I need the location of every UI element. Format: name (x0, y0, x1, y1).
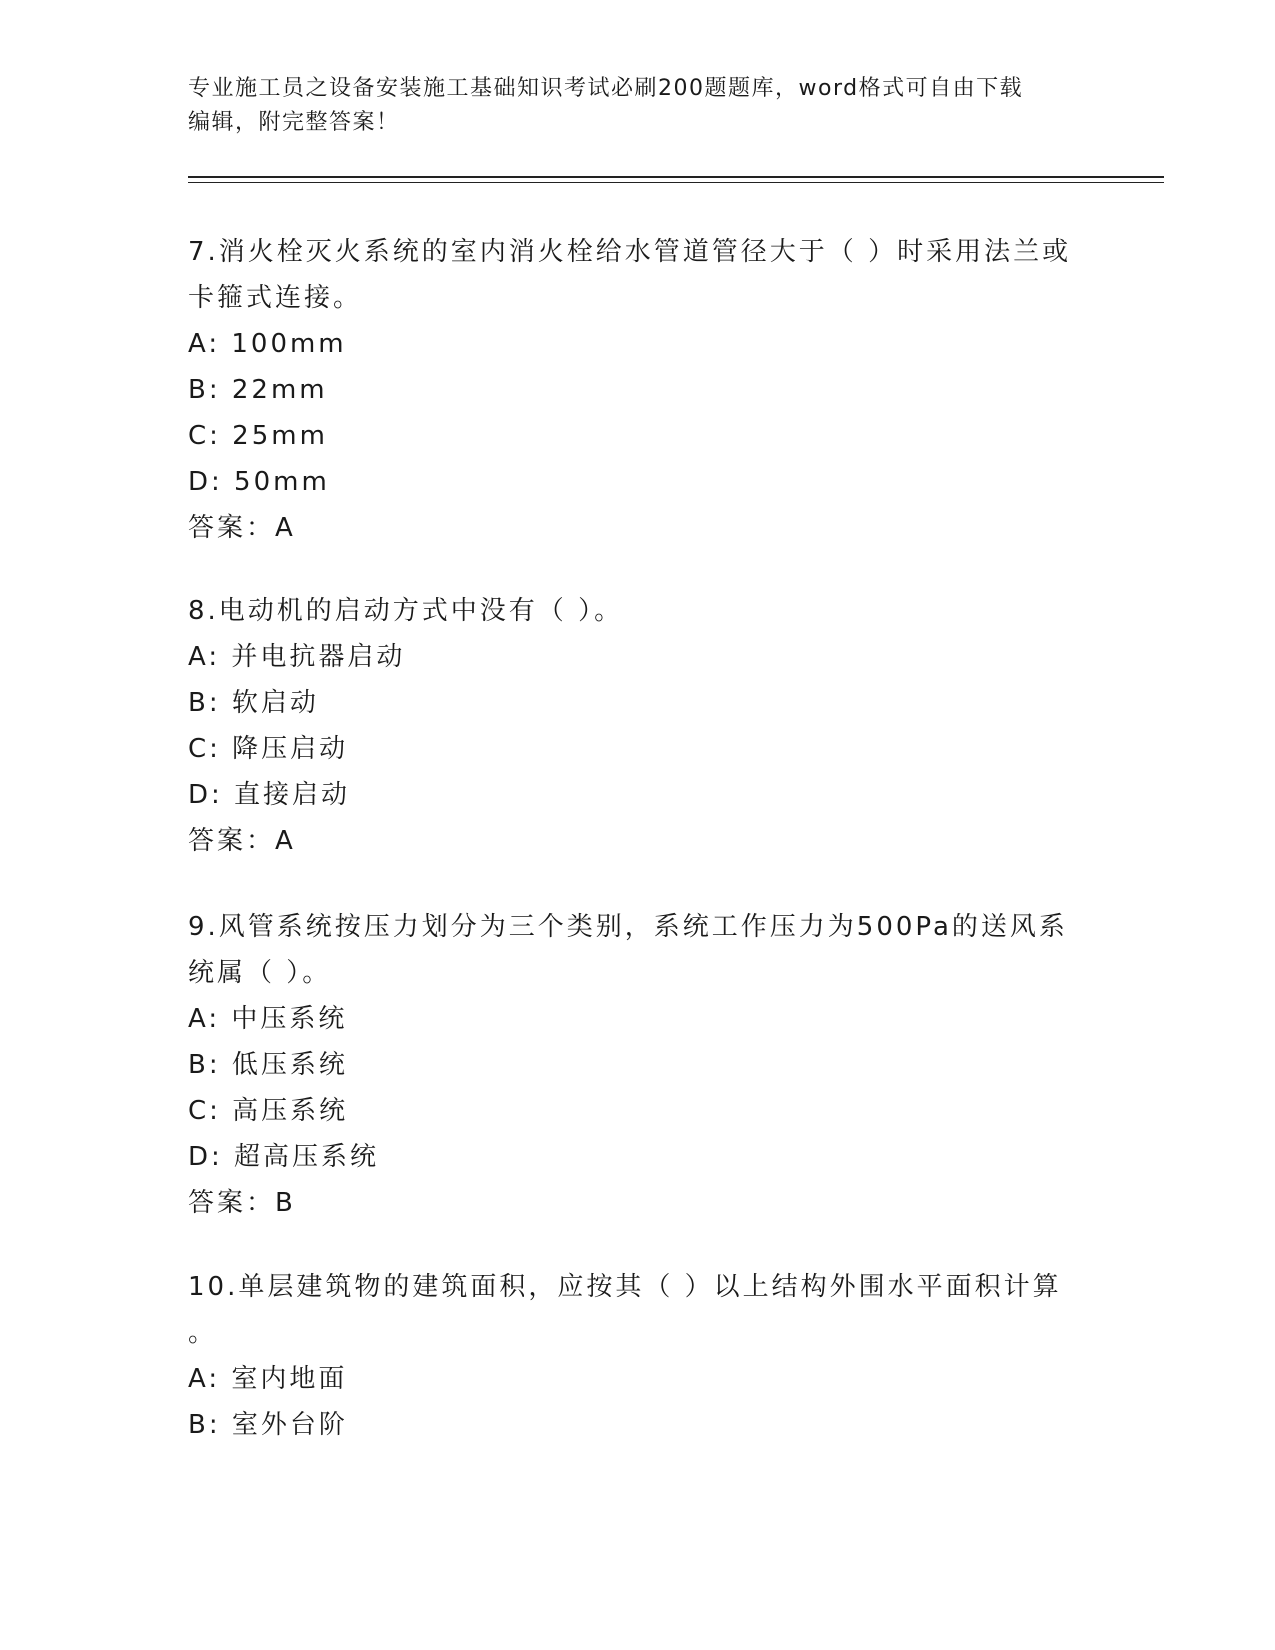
option-a: A: 100mm (188, 329, 347, 359)
option-d: D: 50mm (188, 467, 330, 497)
option-c: C: 降压启动 (188, 734, 349, 764)
option-c: C: 25mm (188, 421, 328, 451)
answer: 答案：B (188, 1188, 296, 1218)
document-header (188, 72, 1078, 140)
header-line-1: 专业施工员之设备安装施工基础知识考试必刷200题题库，word格式可自由下载 (188, 76, 1024, 101)
question-7 (188, 229, 1088, 551)
option-b: B: 低压系统 (188, 1050, 348, 1080)
option-a: A: 室内地面 (188, 1364, 348, 1394)
option-c: C: 高压系统 (188, 1096, 349, 1126)
question-10 (188, 1264, 1088, 1448)
header-divider-thin (188, 182, 1164, 183)
question-text-line-2: 。 (188, 1318, 218, 1348)
question-text-line-1: 8.电动机的启动方式中没有（ ）。 (188, 596, 624, 626)
option-b: B: 软启动 (188, 688, 319, 718)
question-8 (188, 588, 1088, 864)
option-a: A: 中压系统 (188, 1004, 348, 1034)
option-b: B: 室外台阶 (188, 1410, 348, 1440)
answer: 答案：A (188, 513, 296, 543)
question-text-line-2: 卡箍式连接。 (188, 283, 363, 313)
header-divider-thick (188, 176, 1164, 178)
header-line-2: 编辑，附完整答案！ (188, 110, 400, 135)
question-text-line-1: 7.消火栓灭火系统的室内消火栓给水管道管径大于（ ）时采用法兰或 (188, 237, 1072, 267)
answer: 答案：A (188, 826, 296, 856)
option-d: D: 直接启动 (188, 780, 351, 810)
option-a: A: 并电抗器启动 (188, 642, 406, 672)
question-text-line-1: 9.风管系统按压力划分为三个类别，系统工作压力为500Pa的送风系 (188, 912, 1068, 942)
option-b: B: 22mm (188, 375, 328, 405)
question-9 (188, 904, 1088, 1226)
option-d: D: 超高压系统 (188, 1142, 380, 1172)
question-text-line-1: 10.单层建筑物的建筑面积，应按其（ ）以上结构外围水平面积计算 (188, 1272, 1062, 1302)
question-text-line-2: 统属（ ）。 (188, 958, 332, 988)
